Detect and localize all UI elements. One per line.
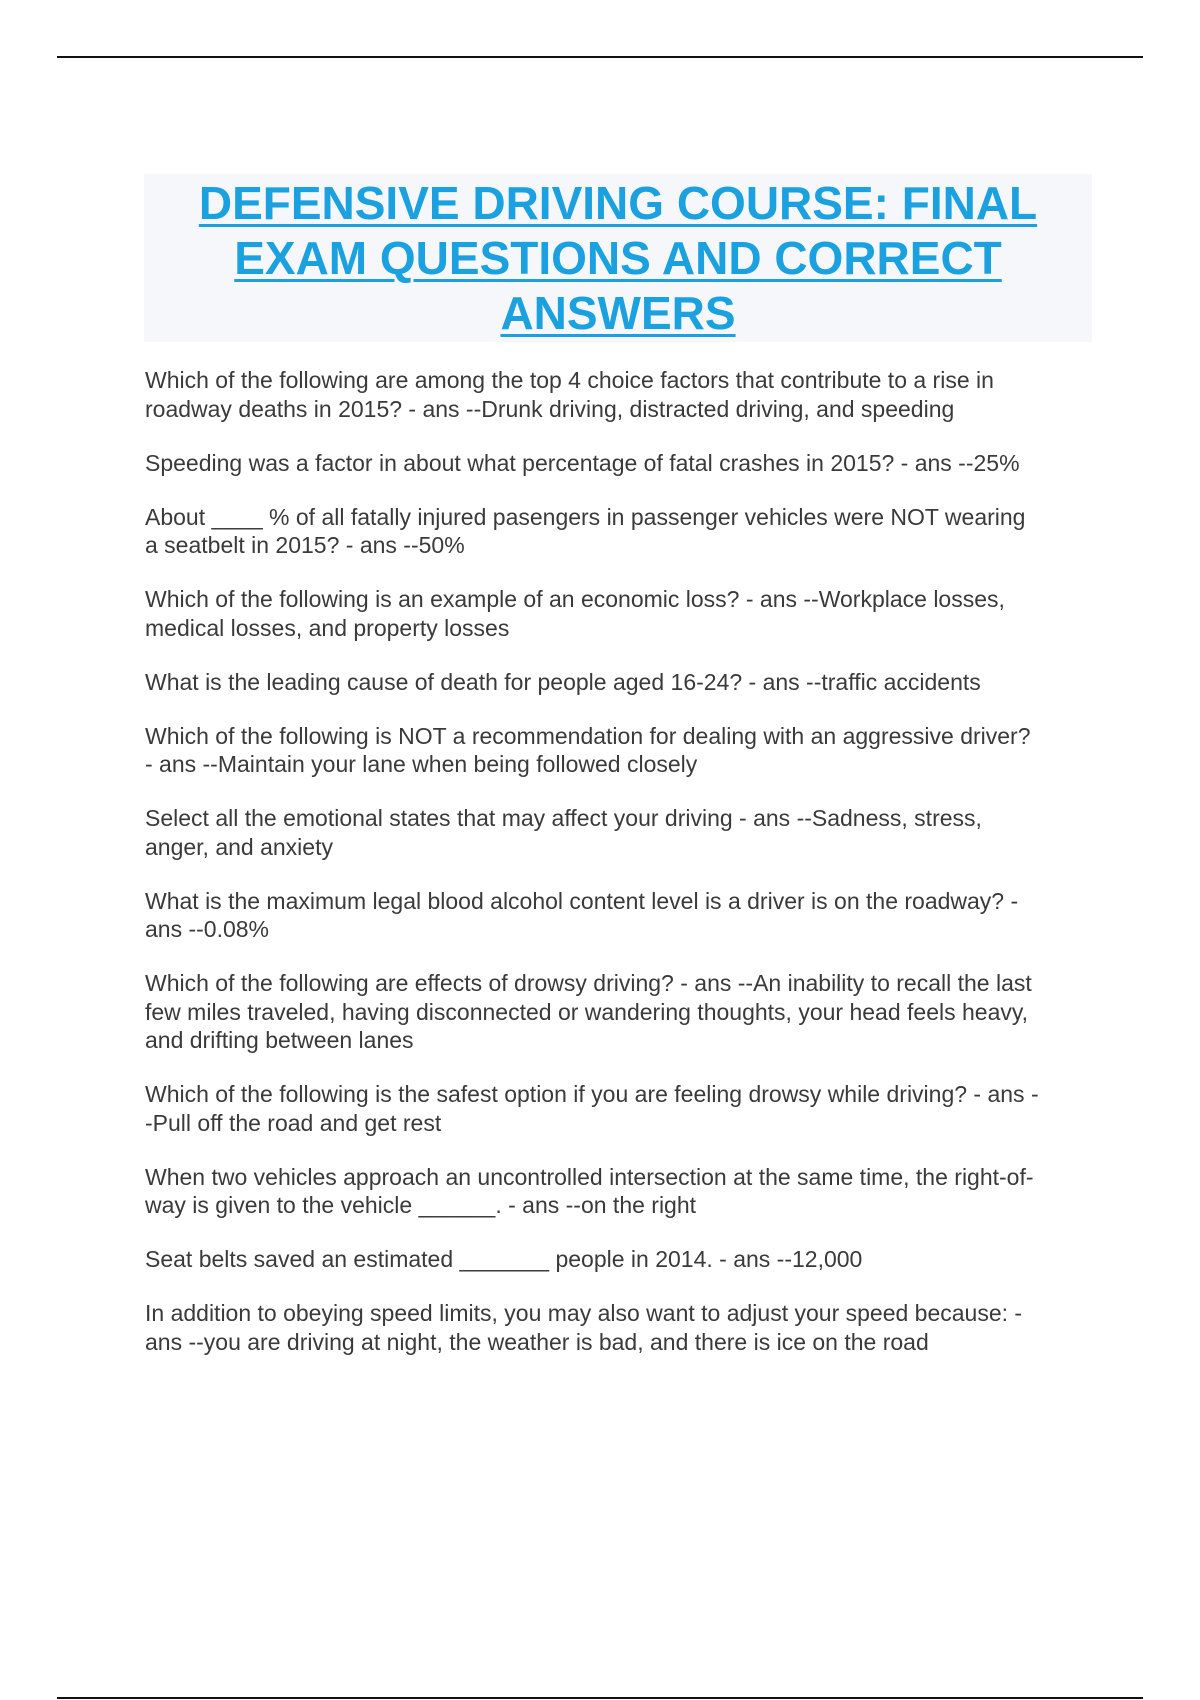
qa-item-8: What is the maximum legal blood alcohol content level is a driver is on the roadway? - ans --0.08%: [145, 887, 1019, 942]
top-rule: [57, 56, 1143, 58]
qa-item-11: When two vehicles approach an uncontrolled intersection at the same time, the right-of- way is given to the vehicle ______. - ans --on the right: [145, 1163, 1034, 1218]
qa-item-3: About ____ % of all fatally injured pasengers in passenger vehicles were NOT wearing a seatbelt in 2015? - ans --50%: [145, 503, 1026, 558]
qa-item-6: Which of the following is NOT a recommendation for dealing with an aggressive driver? - ans --Maintain your lane when being followed closely: [145, 722, 1031, 777]
qa-item-7: Select all the emotional states that may affect your driving - ans --Sadness, stress, anger, and anxiety: [145, 805, 982, 860]
qa-item-2: Speeding was a factor in about what percentage of fatal crashes in 2015? - ans --25%: [145, 449, 1020, 476]
qa-item-4: Which of the following is an example of an economic loss? - ans --Workplace losses, medical losses, and property losses: [145, 586, 1005, 641]
qa-item-1: Which of the following are among the top 4 choice factors that contribute to a rise in roadway deaths in 2015? - ans --Drunk driving, distracted driving, and speeding: [145, 367, 994, 422]
qa-item-9: Which of the following are effects of drowsy driving? - ans --An inability to recall the last few miles traveled, having disconnected or wandering thoughts, your head feels heavy, and drifting between lanes: [145, 970, 1032, 1053]
qa-item-10: Which of the following is the safest option if you are feeling drowsy while driving? - ans - -Pull off the road and get rest: [145, 1081, 1039, 1136]
qa-item-12: Seat belts saved an estimated _______ people in 2014. - ans --12,000: [145, 1246, 863, 1272]
bottom-rule: [57, 1697, 1143, 1699]
title-banner: [144, 174, 1092, 342]
qa-list: [145, 366, 1095, 1382]
qa-item-5: What is the leading cause of death for people aged 16-24? - ans --traffic accidents: [145, 668, 981, 695]
page-title: DEFENSIVE DRIVING COURSE: FINAL EXAM QUESTIONS AND CORRECT ANSWERS: [198, 177, 1038, 339]
qa-item-13: In addition to obeying speed limits, you may also want to adjust your speed because: - ans --you are driving at night, the weather is bad, and there is ice on the road: [145, 1300, 1023, 1355]
